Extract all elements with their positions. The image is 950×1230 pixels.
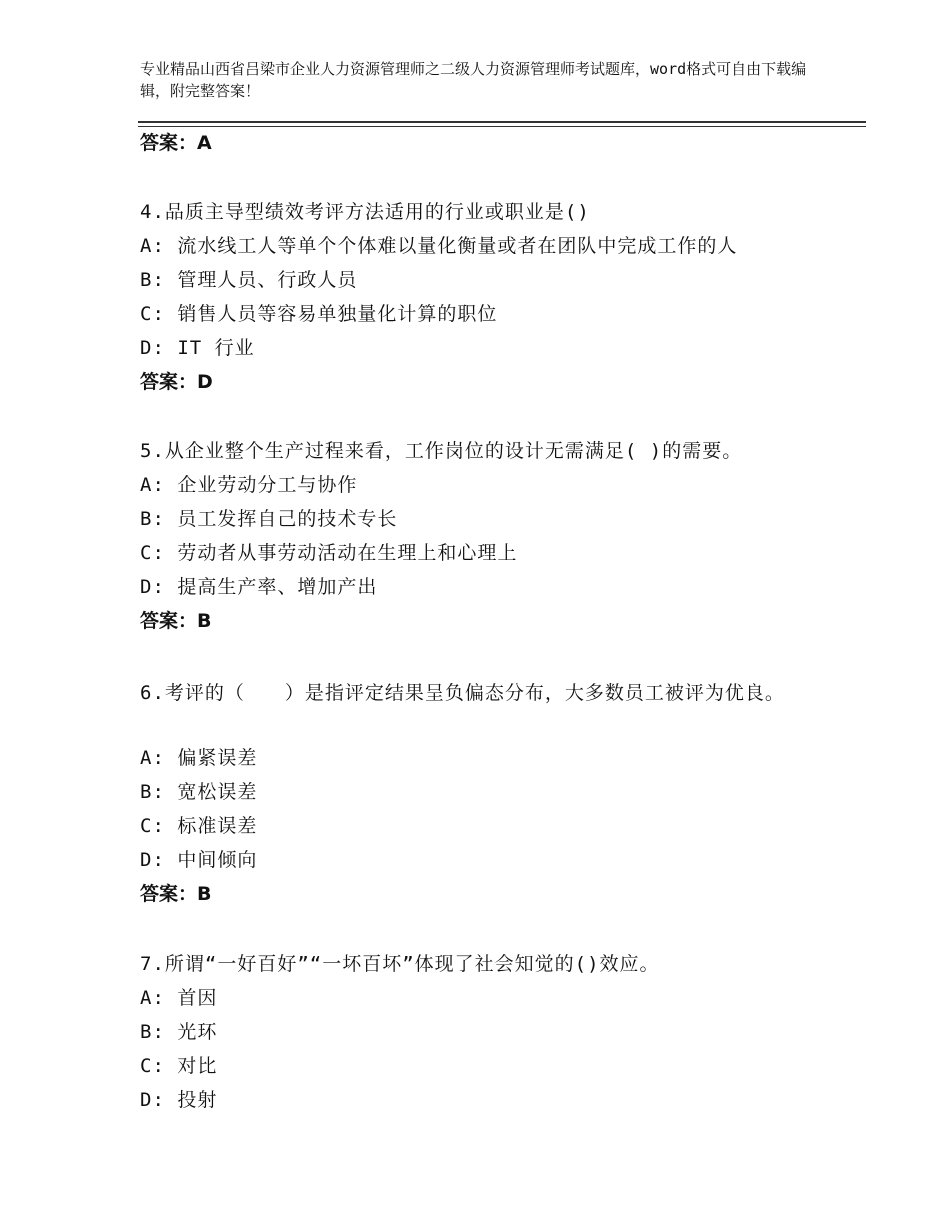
option-a: A: 偏紧误差 xyxy=(140,747,258,769)
header-rule-thin xyxy=(138,126,866,127)
option-c: C: 销售人员等容易单独量化计算的职位 xyxy=(140,303,498,325)
question-stem: 5.从企业整个生产过程来看，工作岗位的设计无需满足( )的需要。 xyxy=(140,440,743,462)
answer-line: 答案：A xyxy=(140,132,212,154)
option-b: B: 宽松误差 xyxy=(140,781,258,803)
question-stem: 6.考评的（ ）是指评定结果呈负偏态分布，大多数员工被评为优良。 xyxy=(140,682,785,704)
option-b: B: 员工发挥自己的技术专长 xyxy=(140,508,398,530)
answer-line: 答案：B xyxy=(140,610,212,632)
option-a: A: 首因 xyxy=(140,987,218,1009)
answer-line: 答案：B xyxy=(140,883,212,905)
option-d: D: 提高生产率、增加产出 xyxy=(140,576,378,598)
option-b: B: 光环 xyxy=(140,1021,218,1043)
option-c: C: 对比 xyxy=(140,1055,218,1077)
question-stem: 4.品质主导型绩效考评方法适用的行业或职业是() xyxy=(140,201,590,223)
option-c: C: 劳动者从事劳动活动在生理上和心理上 xyxy=(140,542,518,564)
header-rule-thick xyxy=(138,121,866,123)
option-d: D: IT 行业 xyxy=(140,337,255,359)
question-stem: 7.所谓“一好百好”“一坏百坏”体现了社会知觉的()效应。 xyxy=(140,953,660,975)
option-a: A: 流水线工人等单个个体难以量化衡量或者在团队中完成工作的人 xyxy=(140,235,738,257)
option-d: D: 投射 xyxy=(140,1089,218,1111)
document-header: 专业精品山西省吕梁市企业人力资源管理师之二级人力资源管理师考试题库，word格式可自由下载编辑，附完整答案！ xyxy=(140,60,807,100)
option-b: B: 管理人员、行政人员 xyxy=(140,269,358,291)
answer-line: 答案：D xyxy=(140,371,213,393)
option-c: C: 标准误差 xyxy=(140,815,258,837)
option-d: D: 中间倾向 xyxy=(140,849,258,871)
option-a: A: 企业劳动分工与协作 xyxy=(140,474,358,496)
